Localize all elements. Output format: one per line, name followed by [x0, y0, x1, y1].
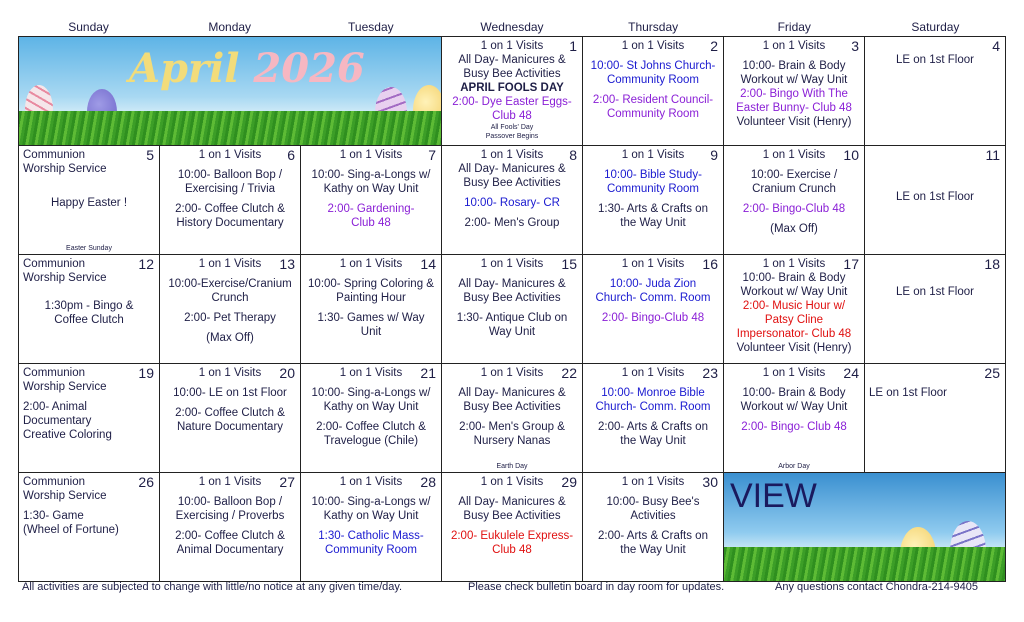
activity-line: Workout w/ Way Unit: [740, 286, 848, 298]
activity-line: 10:00- Brain & Body: [742, 60, 846, 72]
day-cell: [583, 473, 724, 582]
day-cell-content: [442, 146, 582, 254]
day-cell-content: [301, 146, 441, 254]
activity-line: Worship Service: [23, 490, 107, 502]
activity-line: 1 on 1 Visits: [198, 258, 262, 270]
activity-line: 1 on 1 Visits: [198, 367, 262, 379]
day-cell: [865, 255, 1006, 364]
month-banner: [19, 37, 442, 146]
month-name: April: [129, 45, 240, 92]
day-cell: [724, 37, 865, 146]
activity-line: 2:00- Coffee Clutch &: [175, 407, 285, 419]
activity-line: Busy Bee Activities: [463, 401, 561, 413]
day-number: 29: [561, 474, 577, 490]
activity-line: Busy Bee Activities: [463, 68, 561, 80]
day-cell: [724, 146, 865, 255]
day-number: 12: [138, 256, 154, 272]
day-cell-content: [865, 146, 1005, 254]
activity-line: All Day- Manicures &: [458, 54, 566, 66]
activity-line: All Day- Manicures &: [458, 496, 566, 508]
day-cell-content: [583, 146, 723, 254]
activity-line: Patsy Cline: [764, 314, 824, 326]
activity-line: 1:30pm - Bingo &: [44, 300, 134, 312]
day-cell-content: [583, 364, 723, 472]
day-cell: [442, 255, 583, 364]
activity-line: (Max Off): [770, 223, 818, 235]
activity-line: 2:00- Men's Group &: [459, 421, 565, 433]
day-cell-content: [442, 473, 582, 581]
activity-line: the Way Unit: [620, 217, 686, 229]
activity-line: 1 on 1 Visits: [480, 258, 544, 270]
activity-line: 1 on 1 Visits: [762, 367, 826, 379]
day-cell-content: [442, 255, 582, 363]
activity-line: 1 on 1 Visits: [480, 40, 544, 52]
activity-line: Communion: [23, 367, 85, 379]
activity-line: 1 on 1 Visits: [339, 476, 403, 488]
activity-line: 1:30- Arts & Crafts on: [598, 203, 708, 215]
activity-line: All Day- Manicures &: [458, 163, 566, 175]
activity-line: 1 on 1 Visits: [339, 258, 403, 270]
spacer: [869, 271, 1001, 285]
activity-line: 10:00- Monroe Bible: [601, 387, 705, 399]
activity-line: (Wheel of Fortune): [23, 524, 119, 536]
day-cell-content: [865, 37, 1005, 145]
day-number: 2: [710, 38, 718, 54]
day-cell-content: [160, 364, 300, 472]
footer-contact: Any questions contact Chondra-214-9405: [775, 581, 979, 593]
activity-line: 10:00- Brain & Body: [742, 272, 846, 284]
activity-line: 1:30- Games w/ Way: [317, 312, 425, 324]
day-number: 4: [992, 38, 1000, 54]
activity-line: All Day- Manicures &: [458, 387, 566, 399]
day-cell: [865, 364, 1006, 473]
activity-line: 2:00- Gardening-: [327, 203, 415, 215]
day-header: Wednesday: [480, 20, 544, 34]
activity-line: 1 on 1 Visits: [621, 476, 685, 488]
activity-line: 2:00- Arts & Crafts on: [598, 530, 708, 542]
day-cell-content: [301, 473, 441, 581]
activity-line: Volunteer Visit (Henry): [736, 342, 852, 354]
activity-line: Busy Bee Activities: [463, 510, 561, 522]
grass-decoration: [19, 111, 441, 145]
activity-line: Communion: [23, 476, 85, 488]
day-number: 6: [287, 147, 295, 163]
view-label: VIEW: [730, 477, 817, 515]
activity-line: Exercising / Proverbs: [175, 510, 285, 522]
day-cell: [301, 364, 442, 473]
activity-line: Community Room: [606, 108, 700, 120]
activity-line: 1 on 1 Visits: [480, 476, 544, 488]
activity-line: 10:00- Spring Coloring &: [308, 278, 434, 290]
activity-line: 1 on 1 Visits: [621, 367, 685, 379]
activity-line: Church- Comm. Room: [595, 401, 711, 413]
day-number: 1: [569, 38, 577, 54]
spacer: [869, 148, 1001, 162]
activity-line: Way Unit: [488, 326, 536, 338]
activity-line: 10:00- Rosary- CR: [464, 197, 560, 209]
activity-line: Workout w/ Way Unit: [740, 401, 848, 413]
activity-line: 1 on 1 Visits: [339, 367, 403, 379]
activity-line: 2:00- Pet Therapy: [184, 312, 276, 324]
activity-line: Kathy on Way Unit: [323, 510, 419, 522]
day-cell-content: [160, 146, 300, 254]
activity-line: History Documentary: [176, 217, 284, 229]
activity-line: APRIL FOOLS DAY: [460, 82, 564, 94]
day-header: Friday: [777, 20, 811, 34]
day-header: Sunday: [68, 20, 109, 34]
day-number: 27: [279, 474, 295, 490]
footer-disclaimer: All activities are subjected to change with little/no notice at any given time/day.: [22, 581, 403, 593]
activity-line: 2:00- Bingo With The: [740, 88, 848, 100]
day-number: 19: [138, 365, 154, 381]
day-cell-content: [442, 364, 582, 472]
day-number: 24: [843, 365, 859, 381]
activity-line: Worship Service: [23, 272, 107, 284]
day-cell: [442, 37, 583, 146]
activity-line: 2:00- Animal: [23, 401, 87, 413]
day-number: 13: [279, 256, 295, 272]
activity-line: 1 on 1 Visits: [480, 149, 544, 161]
activity-line: Church- Comm. Room: [595, 292, 711, 304]
activity-line: Kathy on Way Unit: [323, 183, 419, 195]
activity-line: Communion: [23, 258, 85, 270]
activity-line: 1 on 1 Visits: [621, 258, 685, 270]
holiday-note: Earth Day: [496, 463, 528, 470]
holiday-note: Arbor Day: [778, 463, 810, 470]
activity-line: 2:00- Coffee Clutch &: [175, 530, 285, 542]
activity-line: Communion: [23, 149, 85, 161]
spacer: [23, 176, 155, 190]
day-number: 5: [146, 147, 154, 163]
activity-line: Impersonator- Club 48: [736, 328, 852, 340]
day-number: 22: [561, 365, 577, 381]
day-cell-content: [583, 37, 723, 145]
week-row: [19, 37, 1006, 146]
day-cell-content: [301, 255, 441, 363]
activity-line: 10:00- Juda Zion: [609, 278, 697, 290]
activity-line: 10:00- Busy Bee's: [606, 496, 700, 508]
activity-line: 1 on 1 Visits: [198, 149, 262, 161]
activity-line: Nature Documentary: [176, 421, 284, 433]
activity-line: 10:00- Bible Study-: [604, 169, 702, 181]
activity-line: 10:00- Balloon Bop /: [177, 169, 283, 181]
activity-line: Crunch: [211, 292, 249, 304]
day-number: 8: [569, 147, 577, 163]
day-cell: [301, 255, 442, 364]
activity-line: Community Room: [606, 74, 700, 86]
day-cell: [160, 146, 301, 255]
activity-line: 1 on 1 Visits: [621, 40, 685, 52]
spacer: [23, 285, 155, 299]
day-number: 21: [420, 365, 436, 381]
activity-line: Club 48: [492, 544, 532, 556]
day-number: 11: [985, 147, 1000, 163]
activity-line: Animal Documentary: [176, 544, 284, 556]
banner-image: [19, 37, 441, 145]
activity-line: 1:30- Game: [23, 510, 84, 522]
day-cell: [19, 255, 160, 364]
activity-line: Travelogue (Chile): [323, 435, 419, 447]
day-cell: [583, 255, 724, 364]
day-cell: [19, 473, 160, 582]
spacer: [869, 257, 1001, 271]
activity-line: 1:30- Antique Club on: [456, 312, 568, 324]
day-cell-content: [724, 364, 864, 472]
day-cell-content: [724, 146, 864, 254]
day-number: 14: [420, 256, 436, 272]
activity-line: 2:00- Coffee Clutch &: [316, 421, 426, 433]
activity-line: 2:00- Dye Easter Eggs-: [452, 96, 572, 108]
day-cell-content: [19, 255, 159, 363]
day-cell: [865, 146, 1006, 255]
activity-line: LE on 1st Floor: [869, 387, 947, 399]
day-cell: [865, 37, 1006, 146]
activity-line: 1 on 1 Visits: [762, 258, 826, 270]
activity-line: 10:00- LE on 1st Floor: [173, 387, 287, 399]
day-cell: [724, 255, 865, 364]
day-cell-content: [19, 473, 159, 581]
activity-line: LE on 1st Floor: [896, 286, 974, 298]
day-cell: [160, 473, 301, 582]
activity-line: 10:00-Exercise/Cranium: [168, 278, 292, 290]
day-header: Saturday: [911, 20, 960, 34]
holiday-note: Passover Begins: [485, 133, 539, 140]
activity-line: Kathy on Way Unit: [323, 401, 419, 413]
activity-line: 2:00- Resident Council-: [592, 94, 714, 106]
activity-line: 1 on 1 Visits: [198, 476, 262, 488]
activity-line: All Day- Manicures &: [458, 278, 566, 290]
day-cell: [442, 364, 583, 473]
day-cell-content: [724, 255, 864, 363]
activity-line: 10:00- Brain & Body: [742, 387, 846, 399]
day-cell: [160, 364, 301, 473]
weekday-header: [18, 20, 1006, 36]
day-number: 18: [984, 256, 1000, 272]
activity-line: the Way Unit: [620, 435, 686, 447]
day-cell: [301, 473, 442, 582]
activity-line: Coffee Clutch: [54, 314, 124, 326]
view-banner: [724, 473, 1006, 582]
day-header: Monday: [208, 20, 252, 34]
activity-line: LE on 1st Floor: [896, 191, 974, 203]
activity-line: Community Room: [324, 544, 418, 556]
day-cell-content: [724, 37, 864, 145]
day-cell-content: [160, 473, 300, 581]
day-cell-content: [19, 146, 159, 254]
grass-decoration: [724, 547, 1005, 581]
day-number: 20: [279, 365, 295, 381]
activity-line: 2:00- Eukulele Express-: [450, 530, 574, 542]
calendar-grid: [18, 36, 1006, 582]
year: 2026: [253, 45, 365, 92]
day-number: 7: [428, 147, 436, 163]
activity-line: the Way Unit: [620, 544, 686, 556]
holiday-note: Easter Sunday: [66, 245, 112, 252]
activity-line: 2:00- Bingo-Club 48: [742, 203, 846, 215]
activity-line: 2:00- Arts & Crafts on: [598, 421, 708, 433]
day-cell: [583, 364, 724, 473]
activity-line: 1 on 1 Visits: [339, 149, 403, 161]
day-number: 25: [984, 365, 1000, 381]
activity-line: LE on 1st Floor: [896, 54, 974, 66]
spacer: [869, 39, 1001, 53]
activity-line: 10:00- Sing-a-Longs w/: [311, 169, 431, 181]
day-cell-content: [865, 255, 1005, 363]
week-row: [19, 255, 1006, 364]
week-row: [19, 146, 1006, 255]
activity-line: Club 48: [492, 110, 532, 122]
activity-line: Activities: [630, 510, 676, 522]
day-cell: [19, 146, 160, 255]
day-cell: [442, 146, 583, 255]
spacer: [869, 176, 1001, 190]
activity-line: 10:00- Balloon Bop /: [177, 496, 283, 508]
day-cell-content: [160, 255, 300, 363]
day-cell-content: [442, 37, 582, 145]
activity-line: 2:00- Men's Group: [464, 217, 560, 229]
day-number: 23: [702, 365, 718, 381]
activity-line: 2:00- Bingo- Club 48: [741, 421, 847, 433]
activity-line: 10:00- Exercise /: [750, 169, 838, 181]
activity-line: Club 48: [351, 217, 391, 229]
day-number: 28: [420, 474, 436, 490]
activity-line: Exercising / Trivia: [184, 183, 276, 195]
activity-line: 2:00- Music Hour w/: [742, 300, 846, 312]
activity-line: Busy Bee Activities: [463, 177, 561, 189]
activity-line: Nursery Nanas: [473, 435, 551, 447]
activity-line: Busy Bee Activities: [463, 292, 561, 304]
activity-line: Worship Service: [23, 163, 107, 175]
day-number: 3: [851, 38, 859, 54]
footer-bulletin-note: Please check bulletin board in day room for updates.: [468, 581, 725, 593]
day-number: 17: [843, 256, 859, 272]
activity-line: 2:00- Coffee Clutch &: [175, 203, 285, 215]
day-number: 26: [138, 474, 154, 490]
day-number: 10: [843, 147, 859, 163]
activity-line: 2:00- Bingo-Club 48: [601, 312, 705, 324]
day-cell-content: [19, 364, 159, 472]
day-cell: [301, 146, 442, 255]
week-row: [19, 364, 1006, 473]
activity-line: 10:00- Sing-a-Longs w/: [311, 496, 431, 508]
activity-line: (Max Off): [206, 332, 254, 344]
activity-line: 1 on 1 Visits: [762, 40, 826, 52]
day-cell: [442, 473, 583, 582]
activity-line: 1 on 1 Visits: [480, 367, 544, 379]
activity-line: Easter Bunny- Club 48: [736, 102, 852, 114]
spacer: [869, 366, 1001, 380]
activity-line: Workout w/ Way Unit: [740, 74, 848, 86]
activity-line: 10:00- Sing-a-Longs w/: [311, 387, 431, 399]
week-row: [19, 473, 1006, 582]
activity-line: 1 on 1 Visits: [762, 149, 826, 161]
day-cell-content: [865, 364, 1005, 472]
activity-line: Creative Coloring: [23, 429, 112, 441]
activity-line: Volunteer Visit (Henry): [736, 116, 852, 128]
spacer: [869, 162, 1001, 176]
activity-line: 1:30- Catholic Mass-: [318, 530, 424, 542]
month-title: [129, 45, 365, 92]
day-header: Thursday: [628, 20, 679, 34]
activity-line: Happy Easter !: [50, 197, 128, 209]
activity-line: Unit: [360, 326, 382, 338]
day-number: 16: [702, 256, 718, 272]
holiday-note: All Fools' Day: [490, 124, 534, 131]
day-cell: [583, 37, 724, 146]
day-number: 9: [710, 147, 718, 163]
day-cell: [160, 255, 301, 364]
day-cell-content: [301, 364, 441, 472]
day-number: 30: [702, 474, 718, 490]
activity-line: Painting Hour: [336, 292, 406, 304]
day-header: Tuesday: [348, 20, 394, 34]
day-cell: [583, 146, 724, 255]
activity-line: Cranium Crunch: [752, 183, 836, 195]
day-cell-content: [583, 473, 723, 581]
activity-line: Worship Service: [23, 381, 107, 393]
activity-line: 1 on 1 Visits: [621, 149, 685, 161]
activity-line: Community Room: [606, 183, 700, 195]
view-image: [724, 473, 1005, 581]
activity-line: Documentary: [23, 415, 92, 427]
day-number: 15: [561, 256, 577, 272]
day-cell: [724, 364, 865, 473]
day-cell-content: [583, 255, 723, 363]
activity-line: 10:00- St Johns Church-: [590, 60, 716, 72]
day-cell: [19, 364, 160, 473]
